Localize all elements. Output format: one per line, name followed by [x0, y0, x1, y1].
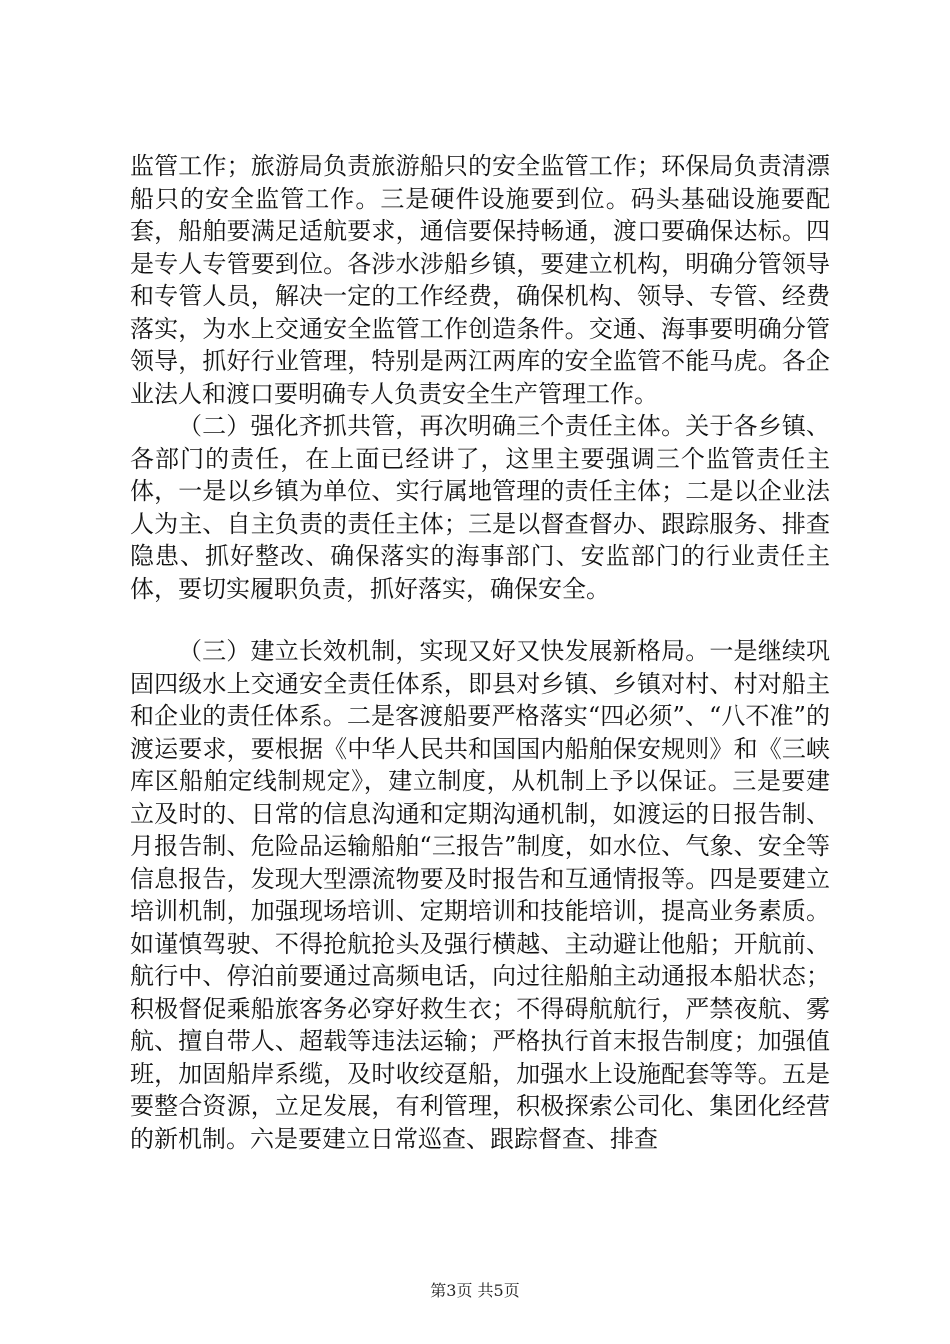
page-number-footer: 第3页 共5页	[430, 1281, 520, 1300]
paragraph-section-2: （二）强化齐抓共管，再次明确三个责任主体。关于各乡镇、各部门的责任，在上面已经讲了，这里主要强调三个监管责任主体，一是以乡镇为单位、实行属地管理的责任主体；二是以企业法人为主、自主负责的责任主体；三是以督查督办、跟踪服务、排查隐患、抓好整改、确保落实的海事部门、安监部门的行业责任主体，要切实履职负责，抓好落实，确保安全。	[130, 412, 830, 603]
paragraph-section-3: （三）建立长效机制，实现又好又快发展新格局。一是继续巩固四级水上交通安全责任体系，即县对乡镇、乡镇对村、村对船主和企业的责任体系。二是客渡船要严格落实“四必须”、“八不准”的渡运要求，要根据《中华人民共和国国内船舶保安规则》和《三峡库区船舶定线制规定》，建立制度，从机制上予以保证。三是要建立及时的、日常的信息沟通和定期沟通机制，如渡运的日报告制、月报告制、危险品运输船舶“三报告”制度，如水位、气象、安全等信息报告，发现大型漂流物要及时报告和互通情报等。四是要建立培训机制，加强现场培训、定期培训和技能培训，提高业务素质。如谨慎驾驶、不得抢航抢头及强行横越、主动避让他船；开航前、航行中、停泊前要通过高频电话，向过往船舶主动通报本船状态；积极督促乘船旅客务必穿好救生衣；不得碍航航行，严禁夜航、雾航、擅自带人、超载等违法运输；严格执行首末报告制度；加强值班，加固船岸系缆，及时收绞趸船，加强水上设施配套等等。五是要整合资源，立足发展，有利管理，积极探索公司化、集团化经营的新机制。六是要建立日常巡查、跟踪督查、排查	[130, 637, 830, 1153]
document-body	[130, 150, 830, 1155]
paragraph-continuation: 监管工作；旅游局负责旅游船只的安全监管工作；环保局负责清漂船只的安全监管工作。三是硬件设施要到位。码头基础设施要配套，船舶要满足适航要求，通信要保持畅通，渡口要确保达标。四是专人专管要到位。各涉水涉船乡镇，要建立机构，明确分管领导和专管人员，解决一定的工作经费，确保机构、领导、专管、经费落实，为水上交通安全监管工作创造条件。交通、海事要明确分管领导，抓好行业管理，特别是两江两库的安全监管不能马虎。各企业法人和渡口要明确专人负责安全生产管理工作。	[130, 152, 830, 408]
